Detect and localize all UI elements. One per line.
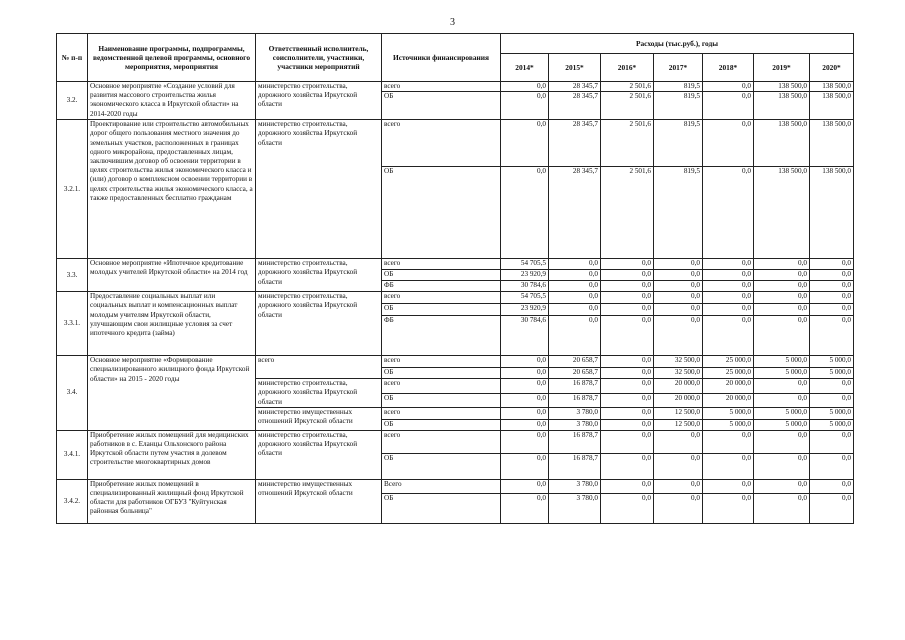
amount-cell: 5 000,0 xyxy=(703,407,754,419)
funding-source: всего xyxy=(382,259,501,270)
funding-source: ОБ xyxy=(382,493,501,523)
funding-source: ФБ xyxy=(382,281,501,292)
page-number: 3 xyxy=(450,17,455,28)
amount-cell: 0,0 xyxy=(501,493,549,523)
amount-cell: 0,0 xyxy=(754,292,810,304)
amount-cell: 0,0 xyxy=(501,368,549,379)
amount-cell: 0,0 xyxy=(810,394,854,408)
amount-cell: 0,0 xyxy=(654,316,703,356)
amount-cell: 0,0 xyxy=(754,394,810,408)
row-index: 3.4. xyxy=(57,356,88,431)
amount-cell: 3 780,0 xyxy=(549,493,601,523)
amount-cell: 0,0 xyxy=(654,304,703,316)
amount-cell: 0,0 xyxy=(501,167,549,259)
funding-source: всего xyxy=(382,379,501,394)
executor: министерство строительства, дорожного хозяйства Иркутской области xyxy=(256,259,382,292)
amount-cell: 28 345,7 xyxy=(549,92,601,120)
funding-source: всего xyxy=(382,82,501,92)
amount-cell: 138 500,0 xyxy=(810,167,854,259)
amount-cell: 0,0 xyxy=(601,493,654,523)
executor: министерство строительства, дорожного хозяйства Иркутской области xyxy=(256,82,382,120)
measure-name: Приобретение жилых помещений для медицинских работников в с. Еланцы Ольхонского района Иркутской области путем участия в долевом строительстве многоквартирных домов xyxy=(88,430,256,479)
amount-cell: 0,0 xyxy=(754,281,810,292)
amount-cell: 0,0 xyxy=(601,368,654,379)
amount-cell: 0,0 xyxy=(703,259,754,270)
table-row xyxy=(57,479,854,493)
amount-cell: 138 500,0 xyxy=(754,120,810,167)
amount-cell: 0,0 xyxy=(654,430,703,453)
amount-cell: 0,0 xyxy=(501,407,549,419)
amount-cell: 0,0 xyxy=(501,479,549,493)
amount-cell: 819,5 xyxy=(654,167,703,259)
amount-cell: 0,0 xyxy=(501,453,549,479)
amount-cell: 32 500,0 xyxy=(654,368,703,379)
amount-cell: 5 000,0 xyxy=(810,419,854,430)
amount-cell: 0,0 xyxy=(654,292,703,304)
amount-cell: 2 501,6 xyxy=(601,92,654,120)
amount-cell: 0,0 xyxy=(703,281,754,292)
amount-cell: 0,0 xyxy=(601,407,654,419)
header-no: № п-п xyxy=(57,34,88,82)
funding-source: всего xyxy=(382,407,501,419)
table-row xyxy=(57,430,854,453)
row-index: 3.2. xyxy=(57,82,88,120)
amount-cell: 0,0 xyxy=(754,430,810,453)
header-year: 2015* xyxy=(549,54,601,82)
funding-source: ОБ xyxy=(382,394,501,408)
amount-cell: 0,0 xyxy=(549,270,601,281)
amount-cell: 138 500,0 xyxy=(754,92,810,120)
amount-cell: 0,0 xyxy=(501,379,549,394)
amount-cell: 0,0 xyxy=(810,479,854,493)
amount-cell: 0,0 xyxy=(703,120,754,167)
amount-cell: 0,0 xyxy=(501,430,549,453)
amount-cell: 0,0 xyxy=(810,259,854,270)
amount-cell: 0,0 xyxy=(703,167,754,259)
amount-cell: 5 000,0 xyxy=(703,419,754,430)
table-row xyxy=(57,82,854,92)
amount-cell: 819,5 xyxy=(654,120,703,167)
table-row xyxy=(57,259,854,270)
amount-cell: 16 878,7 xyxy=(549,453,601,479)
measure-name: Приобретение жилых помещений в специализированный жилищный фонд Иркутской области для работников ОГБУЗ "Куйтунская районная больница" xyxy=(88,479,256,523)
amount-cell: 0,0 xyxy=(654,270,703,281)
amount-cell: 0,0 xyxy=(601,379,654,394)
funding-source: ОБ xyxy=(382,453,501,479)
amount-cell: 138 500,0 xyxy=(810,82,854,92)
amount-cell: 0,0 xyxy=(810,281,854,292)
measure-name: Основное мероприятие «Создание условий для развития массового строительства жилья экономического класса в Иркутской области» на 2014-2020 годы xyxy=(88,82,256,120)
amount-cell: 0,0 xyxy=(703,270,754,281)
amount-cell: 0,0 xyxy=(654,479,703,493)
amount-cell: 0,0 xyxy=(810,270,854,281)
funding-source: всего xyxy=(382,292,501,304)
amount-cell: 819,5 xyxy=(654,92,703,120)
amount-cell: 0,0 xyxy=(703,82,754,92)
amount-cell: 20 000,0 xyxy=(703,394,754,408)
executor: министерство строительства, дорожного хозяйства Иркутской области xyxy=(256,430,382,479)
amount-cell: 0,0 xyxy=(810,316,854,356)
executor: министерство строительства, дорожного хозяйства Иркутской области xyxy=(256,120,382,259)
row-index: 3.3.1. xyxy=(57,292,88,356)
amount-cell: 54 705,5 xyxy=(501,292,549,304)
header-year: 2020* xyxy=(810,54,854,82)
amount-cell: 28 345,7 xyxy=(549,82,601,92)
amount-cell: 25 000,0 xyxy=(703,368,754,379)
amount-cell: 0,0 xyxy=(601,394,654,408)
header-source: Источники финансирования xyxy=(382,34,501,82)
amount-cell: 138 500,0 xyxy=(754,82,810,92)
amount-cell: 0,0 xyxy=(501,356,549,368)
amount-cell: 0,0 xyxy=(501,92,549,120)
funding-source: ОБ xyxy=(382,92,501,120)
row-index: 3.4.1. xyxy=(57,430,88,479)
amount-cell: 138 500,0 xyxy=(754,167,810,259)
header-year: 2016* xyxy=(601,54,654,82)
amount-cell: 0,0 xyxy=(601,479,654,493)
amount-cell: 54 705,5 xyxy=(501,259,549,270)
amount-cell: 2 501,6 xyxy=(601,82,654,92)
measure-name: Проектирование или строительство автомобильных дорог общего пользования местного значения до земельных участков, расположенных в границах одного микрорайона, предоставленных лицам, заключившим договор об освоении территории в целях строительства жилья экономического класса и (или) договор о комплексном освоении территории в целях строительства жилья экономического класса, а также предоставленных бесплатно гражданам xyxy=(88,120,256,259)
amount-cell: 0,0 xyxy=(654,281,703,292)
amount-cell: 0,0 xyxy=(549,292,601,304)
amount-cell: 138 500,0 xyxy=(810,120,854,167)
header-name: Наименование программы, подпрограммы, ведомственной целевой программы, основного мероприятия, мероприятия xyxy=(88,34,256,82)
amount-cell: 0,0 xyxy=(601,304,654,316)
amount-cell: 23 920,9 xyxy=(501,270,549,281)
header-executor: Ответственный исполнитель, соисполнители, участники, участники мероприятий xyxy=(256,34,382,82)
funding-source: ОБ xyxy=(382,304,501,316)
amount-cell: 0,0 xyxy=(754,493,810,523)
amount-cell: 0,0 xyxy=(754,270,810,281)
amount-cell: 0,0 xyxy=(601,259,654,270)
executor: министерство строительства, дорожного хозяйства Иркутской области xyxy=(256,379,382,408)
amount-cell: 5 000,0 xyxy=(810,368,854,379)
amount-cell: 0,0 xyxy=(703,292,754,304)
amount-cell: 16 878,7 xyxy=(549,379,601,394)
amount-cell: 0,0 xyxy=(703,316,754,356)
header-year: 2019* xyxy=(754,54,810,82)
executor: всего xyxy=(256,356,382,379)
amount-cell: 0,0 xyxy=(703,92,754,120)
amount-cell: 0,0 xyxy=(549,259,601,270)
amount-cell: 23 920,9 xyxy=(501,304,549,316)
amount-cell: 0,0 xyxy=(501,419,549,430)
amount-cell: 0,0 xyxy=(810,430,854,453)
amount-cell: 0,0 xyxy=(601,281,654,292)
executor: министерство имущественных отношений Иркутской области xyxy=(256,479,382,523)
measure-name: Предоставление социальных выплат или социальных выплат и компенсационных выплат молодым учителям Иркутской области, улучшающим свои жилищные условия за счет ипотечного кредита (займа) xyxy=(88,292,256,356)
executor: министерство имущественных отношений Иркутской области xyxy=(256,407,382,430)
amount-cell: 0,0 xyxy=(601,292,654,304)
amount-cell: 0,0 xyxy=(810,379,854,394)
amount-cell: 16 878,7 xyxy=(549,394,601,408)
amount-cell: 20 000,0 xyxy=(654,394,703,408)
table-body xyxy=(57,82,854,524)
table-row xyxy=(57,120,854,167)
amount-cell: 5 000,0 xyxy=(754,419,810,430)
amount-cell: 0,0 xyxy=(601,430,654,453)
amount-cell: 30 784,6 xyxy=(501,281,549,292)
amount-cell: 0,0 xyxy=(810,292,854,304)
header-year: 2018* xyxy=(703,54,754,82)
funding-source: ОБ xyxy=(382,419,501,430)
amount-cell: 0,0 xyxy=(601,419,654,430)
amount-cell: 25 000,0 xyxy=(703,356,754,368)
measure-name: Основное мероприятие «Формирование специализированного жилищного фонда Иркутской области» на 2015 - 2020 годы xyxy=(88,356,256,431)
amount-cell: 32 500,0 xyxy=(654,356,703,368)
amount-cell: 0,0 xyxy=(549,281,601,292)
amount-cell: 0,0 xyxy=(601,270,654,281)
amount-cell: 0,0 xyxy=(501,120,549,167)
amount-cell: 3 780,0 xyxy=(549,407,601,419)
amount-cell: 0,0 xyxy=(703,304,754,316)
expenses-table xyxy=(56,33,854,524)
amount-cell: 2 501,6 xyxy=(601,167,654,259)
amount-cell: 0,0 xyxy=(754,479,810,493)
row-index: 3.2.1. xyxy=(57,120,88,259)
table-row xyxy=(57,356,854,368)
amount-cell: 0,0 xyxy=(601,453,654,479)
amount-cell: 28 345,7 xyxy=(549,167,601,259)
amount-cell: 20 658,7 xyxy=(549,356,601,368)
amount-cell: 2 501,6 xyxy=(601,120,654,167)
header-expenses: Расходы (тыс.руб.), годы xyxy=(501,34,854,54)
measure-name: Основное мероприятие «Ипотечное кредитование молодых учителей Иркутской области» на 2014 год xyxy=(88,259,256,292)
amount-cell: 0,0 xyxy=(654,493,703,523)
funding-source: ОБ xyxy=(382,167,501,259)
amount-cell: 16 878,7 xyxy=(549,430,601,453)
funding-source: ОБ xyxy=(382,270,501,281)
amount-cell: 5 000,0 xyxy=(810,407,854,419)
amount-cell: 0,0 xyxy=(601,316,654,356)
amount-cell: 0,0 xyxy=(703,453,754,479)
amount-cell: 12 500,0 xyxy=(654,419,703,430)
amount-cell: 0,0 xyxy=(810,453,854,479)
amount-cell: 0,0 xyxy=(549,304,601,316)
amount-cell: 138 500,0 xyxy=(810,92,854,120)
amount-cell: 0,0 xyxy=(754,453,810,479)
funding-source: Всего xyxy=(382,479,501,493)
amount-cell: 5 000,0 xyxy=(810,356,854,368)
funding-source: всего xyxy=(382,430,501,453)
amount-cell: 5 000,0 xyxy=(754,356,810,368)
amount-cell: 0,0 xyxy=(754,316,810,356)
amount-cell: 20 000,0 xyxy=(703,379,754,394)
funding-source: всего xyxy=(382,356,501,368)
amount-cell: 20 000,0 xyxy=(654,379,703,394)
amount-cell: 0,0 xyxy=(810,304,854,316)
funding-source: всего xyxy=(382,120,501,167)
header-year: 2017* xyxy=(654,54,703,82)
amount-cell: 0,0 xyxy=(754,379,810,394)
amount-cell: 0,0 xyxy=(549,316,601,356)
amount-cell: 12 500,0 xyxy=(654,407,703,419)
amount-cell: 3 780,0 xyxy=(549,479,601,493)
funding-source: ФБ xyxy=(382,316,501,356)
amount-cell: 0,0 xyxy=(654,453,703,479)
amount-cell: 0,0 xyxy=(654,259,703,270)
amount-cell: 30 784,6 xyxy=(501,316,549,356)
amount-cell: 0,0 xyxy=(703,430,754,453)
row-index: 3.4.2. xyxy=(57,479,88,523)
header-year: 2014* xyxy=(501,54,549,82)
amount-cell: 5 000,0 xyxy=(754,368,810,379)
executor: министерство строительства, дорожного хозяйства Иркутской области xyxy=(256,292,382,356)
amount-cell: 0,0 xyxy=(501,394,549,408)
amount-cell: 0,0 xyxy=(754,304,810,316)
table-row xyxy=(57,292,854,304)
amount-cell: 0,0 xyxy=(501,82,549,92)
amount-cell: 3 780,0 xyxy=(549,419,601,430)
amount-cell: 819,5 xyxy=(654,82,703,92)
amount-cell: 0,0 xyxy=(601,356,654,368)
row-index: 3.3. xyxy=(57,259,88,292)
amount-cell: 0,0 xyxy=(703,479,754,493)
funding-source: ОБ xyxy=(382,368,501,379)
amount-cell: 0,0 xyxy=(754,259,810,270)
amount-cell: 28 345,7 xyxy=(549,120,601,167)
amount-cell: 20 658,7 xyxy=(549,368,601,379)
amount-cell: 0,0 xyxy=(703,493,754,523)
amount-cell: 0,0 xyxy=(810,493,854,523)
amount-cell: 5 000,0 xyxy=(754,407,810,419)
